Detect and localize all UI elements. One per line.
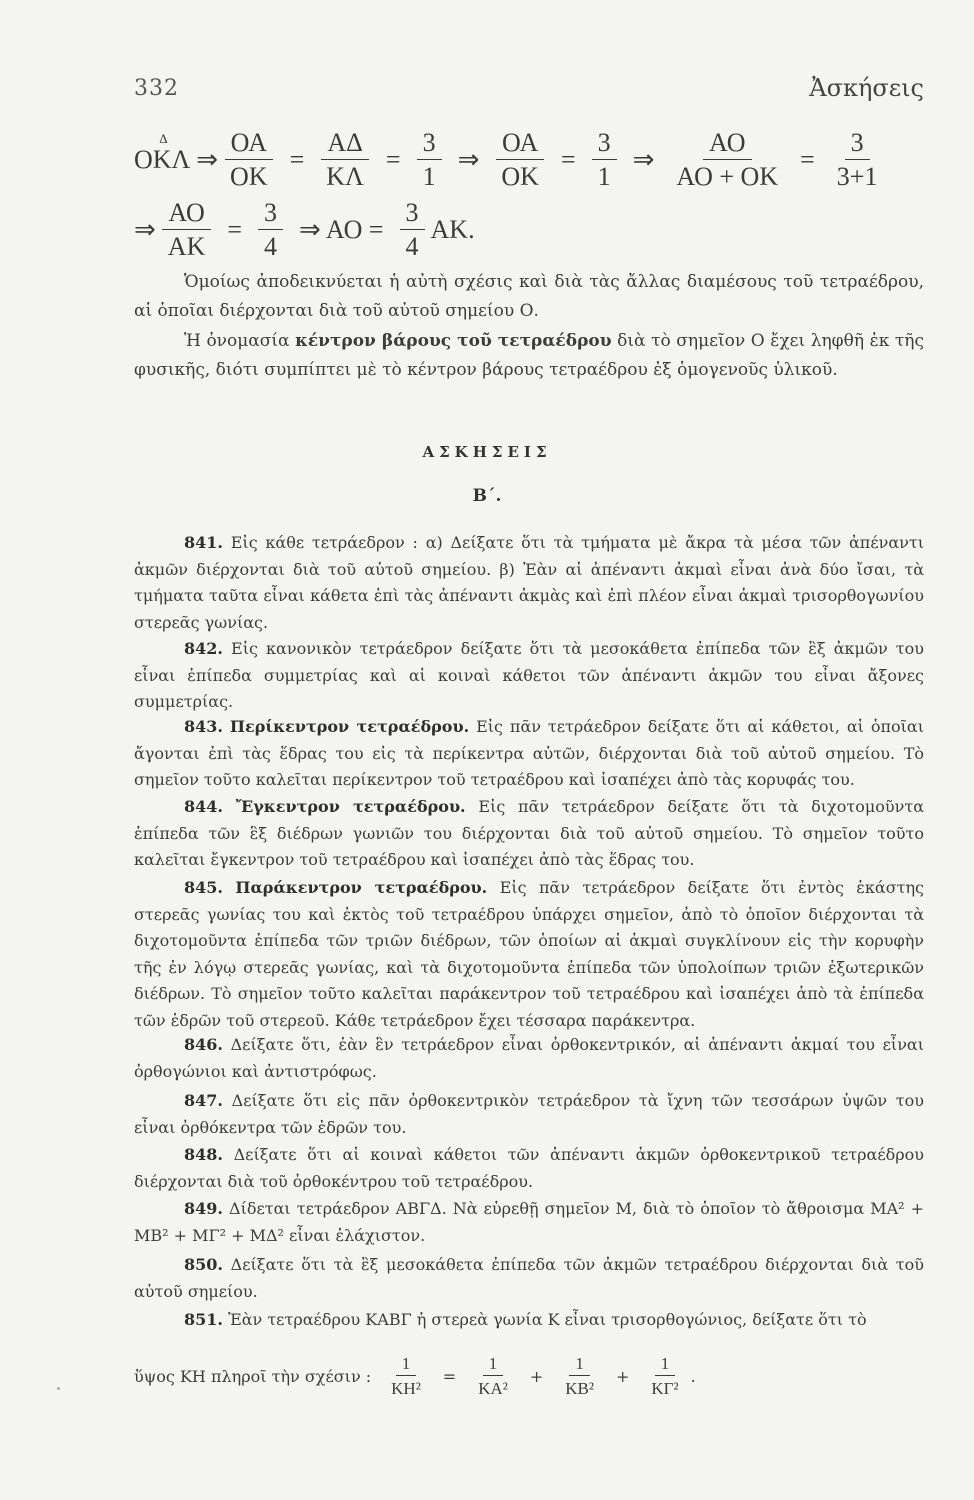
formula-line-2 [134, 200, 475, 260]
fraction: $\frac{OA}{OK}$ [224, 130, 274, 190]
running-title: Ἀσκήσεις [809, 74, 924, 102]
formula-text: ⇒ ΑΟ = [299, 215, 384, 244]
fraction: $\frac{1}{\text{ΚΓ²}}$ [651, 1354, 679, 1398]
section-heading: ΑΣΚΗΣΕΙΣ [422, 443, 552, 461]
exercise-849: 849. Δίδεται τετράεδρον ΑΒΓΔ. Νὰ εὑρεθῇ σημεῖον Μ, διὰ τὸ ὁποῖον τὸ ἄθροισμα ΜΑ² + ΜΒ² + ΜΓ² + ΜΔ² εἶναι ἐλάχιστον. [134, 1199, 924, 1245]
formula-text: ΑΚ. [430, 215, 475, 244]
formula-text: ΟΚΛ ⇒ [134, 145, 219, 174]
formula-end: . [690, 1366, 696, 1386]
fraction: $\frac{AO}{AK}$ [162, 200, 212, 260]
exercise-845: 845. Παράκεντρον τετραέδρου. Εἰς πᾶν τετράεδρον δείξατε ὅτι ἐντὸς ἑκάστης στερεᾶς γωνίας του καὶ ἐκτὸς τοῦ τετραέδρου ὑπάρχει σημεῖον, ἀπὸ τὸ ὁποῖον διέρχονται τὰ διχοτομοῦντα ἐπίπεδα τῶν τριῶν διέδρων, τῶν ὁποίων αἱ ἀκμαὶ συγκλίνουν εἰς τὴν κορυφὴν τῆς ἐν λόγῳ στερεᾶς γωνίας, καὶ τὰ διχοτομοῦντα ἐπίπεδα τῶν ὑπολοίπων τριῶν ἐξωτερικῶν διέδρων. Τὸ σημεῖον τοῦτο καλεῖται παράκεντρον τοῦ τετραέδρου καὶ ἰσαπέχει ἀπὸ τὰ ἐπίπεδα τῶν ἑδρῶν τοῦ στερεοῦ. Κάθε τετράεδρον ἔχει τέσσαρα παράκεντρα. [134, 878, 925, 1030]
equals-sign: = [560, 145, 576, 174]
print-speck [57, 1387, 60, 1390]
equals-sign: = [289, 145, 305, 174]
exercise-847: 847. Δείξατε ὅτι εἰς πᾶν ὀρθοκεντρικὸν τετράεδρον τὰ ἴχνη τῶν τεσσάρων ὑψῶν του εἶναι ὀρθόκεντρα τῶν ἑδρῶν του. [134, 1091, 924, 1137]
implies-sign: ⇒ [632, 145, 655, 174]
exercise-851: 851. Ἐὰν τετραέδρου ΚΑΒΓ ἡ στερεὰ γωνία Κ εἶναι τρισορθογώνιος, δείξατε ὅτι τὸ [184, 1310, 867, 1329]
exercise-848: 848. Δείξατε ὅτι αἱ κοιναὶ κάθετοι τῶν ἀπέναντι ἀκμῶν ὀρθοκεντρικοῦ τετραέδρου διέρχονται διὰ τοῦ ὀρθοκέντρου τοῦ τετραέδρου. [134, 1145, 925, 1191]
fraction: $\frac{3}{1}$ [592, 130, 617, 190]
fraction: $\frac{1}{\text{ΚΗ²}}$ [391, 1354, 421, 1398]
paragraph-centroid: Ἡ ὀνομασία κέντρον βάρους τοῦ τετραέδρου διὰ τὸ σημεῖον Ο ἔχει ληφθῆ ἐκ τῆς φυσικῆς, διότι συμπίπτει μὲ τὸ κέντρον βάρους τετραέδρου ἐξ ὁμογενοῦς ὑλικοῦ. [134, 331, 925, 380]
equals-sign: = [385, 145, 401, 174]
fraction: $\frac{3}{1}$ [417, 130, 442, 190]
exercise-842: 842. Εἰς κανονικὸν τετράεδρον δείξατε ὅτι τὰ μεσοκάθετα ἐπίπεδα τῶν ἓξ ἀκμῶν του εἶναι ἐπίπεδα συμμετρίας καὶ αἱ κοιναὶ κάθετοι τῶν ἀπέναντι ἀκμῶν του εἶναι ἄξονες συμμετρίας. [134, 639, 924, 711]
exercise-850: 850. Δείξατε ὅτι τὰ ἓξ μεσοκάθετα ἐπίπεδα τῶν ἀκμῶν τετραέδρου διέρχονται διὰ τοῦ αὐτοῦ σημείου. [134, 1255, 925, 1301]
section-subheading: Β΄. [472, 486, 502, 506]
implies-sign: ⇒ [457, 145, 480, 174]
plus-sign: + [615, 1366, 630, 1386]
equals-sign: = [442, 1366, 457, 1386]
page-number: 332 [134, 76, 179, 101]
triangle-okl [134, 131, 219, 175]
equals-sign: = [227, 215, 243, 244]
fraction: $\frac{3}{4}$ [400, 200, 425, 260]
plus-sign: + [529, 1366, 544, 1386]
exercise-841: 841. Εἰς κάθε τετράεδρον : α) Δείξατε ὅτι τὰ τμήματα μὲ ἄκρα τὰ μέσα τῶν ἀπέναντι ἀκμῶν διέρχονται διὰ τοῦ αὐτοῦ σημείου. β) Ἐὰν αἱ ἀπέναντι ἀκμαὶ εἶναι ἀνὰ δύο ἴσαι, τὰ τμήματα ταῦτα εἶναι κάθετα ἐπὶ τὰς ἀπέναντι ἀκμὰς καὶ ἐπὶ πλέον εἶναι ἀκμαὶ τρισορθογωνίου στερεᾶς γωνίας. [134, 533, 924, 632]
formula-altitude [134, 1355, 696, 1397]
fraction: $\frac{1}{\text{ΚΑ²}}$ [478, 1354, 508, 1398]
exercise-844: 844. Ἔγκεντρον τετραέδρου. Εἰς πᾶν τετράεδρον δείξατε ὅτι τὰ διχοτομοῦντα ἐπίπεδα τῶν ἓξ διέδρων γωνιῶν του διέρχονται διὰ τοῦ αὐτοῦ σημείου. Τὸ σημεῖον τοῦτο καλεῖται ἔγκεντρον τοῦ τετραέδρου καὶ ἰσαπέχει ἀπὸ τὰς ἕδρας του. [134, 797, 925, 869]
implies-sign: ⇒ [134, 215, 156, 244]
fraction: $\frac{A\Delta}{K\Lambda}$ [320, 130, 370, 190]
fraction: $\frac{1}{\text{ΚΒ²}}$ [565, 1354, 594, 1398]
paragraph-medians: Ὁμοίως ἀποδεικνύεται ἡ αὐτὴ σχέσις καὶ διὰ τὰς ἄλλας διαμέσους τοῦ τετραέδρου, αἱ ὁποῖαι διέρχονται διὰ τοῦ αὐτοῦ σημείου Ο. [134, 272, 924, 321]
triangle-symbol: Δ [159, 131, 168, 146]
fraction: $\frac{3}{4}$ [258, 200, 283, 260]
exercise-846: 846. Δείξατε ὅτι, ἐὰν ἓν τετράεδρον εἶναι ὀρθοκεντρικόν, αἱ ἀπέναντι ἀκμαί του εἶναι ὀρθογώνιοι καὶ ἀντιστρόφως. [134, 1035, 925, 1081]
formula-lead: ὕψος ΚΗ πληροῖ τὴν σχέσιν : [134, 1366, 372, 1386]
fraction: $\frac{AO}{AO + OK}$ [676, 128, 779, 191]
fraction: $\frac{3}{3+1}$ [836, 128, 878, 191]
exercise-843: 843. Περίκεντρον τετραέδρου. Εἰς πᾶν τετράεδρον δείξατε ὅτι αἱ κάθετοι, αἱ ὁποῖαι ἄγονται ἐπὶ τὰς ἕδρας του εἰς τὰ περίκεντρα αὐτῶν, διέρχονται διὰ τοῦ αὐτοῦ σημείου. Τὸ σημεῖον τοῦτο καλεῖται περίκεντρον τοῦ τετραέδρου καὶ ἰσαπέχει ἀπὸ τὰς κορυφάς του. [134, 717, 924, 789]
term-centroid: κέντρον βάρους τοῦ τετραέδρου [295, 331, 612, 351]
fraction: $\frac{OA}{OK}$ [495, 130, 545, 190]
equals-sign: = [800, 145, 815, 174]
formula-line-1 [134, 130, 889, 190]
